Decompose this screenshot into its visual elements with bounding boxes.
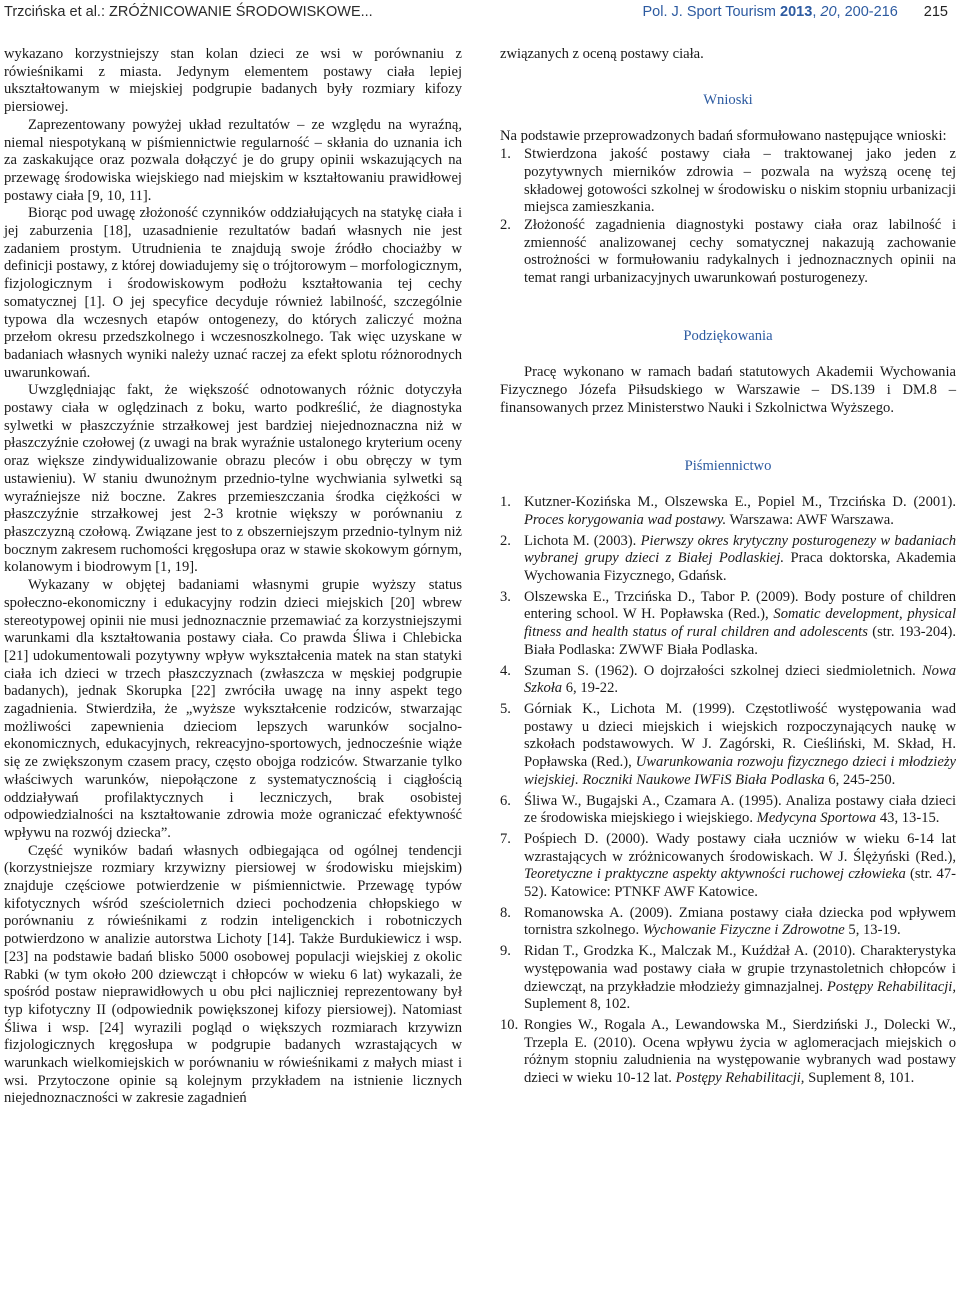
paragraph-continuation: związanych z oceną postawy ciała. bbox=[500, 46, 704, 62]
reference-item: 2. Lichota M. (2003). Pierwszy okres krytyczny posturogenezy w badaniach wybranej grupy dzieci z Białej Podlaskiej. Praca doktorska, Akademia Wychowania Fizycznego, Gdańsk. bbox=[500, 532, 956, 585]
reference-list bbox=[500, 494, 956, 1088]
paragraph: Wykazany w objętej badaniami własnymi grupie wyższy status społeczno-ekonomiczny i edukacyjny rodzin dzieci miejskich [20] wbrew stereotypowej opinii nie musi jednoznacznie przemawiać za korzystniejszymi warunkami dla kształtowania postawy ciała. Co prawda Śliwa i Chlebicka [21] udokumentowali pozytywny wpływ wykształcenia matek na stan statyki ciała ich dzieci w trzech płaszczyznach (zwłaszcza w męskiej podgrupie badanych), jednak Skorupka [22] zwróciła uwagę na inny aspekt tego zagadnienia. Stwierdziła, że „wyższe wykształcenie rodziców, stwarzając możliwości zapewnienia dzieciom lepszych warunków socjalno-ekonomicznych, edukacyjnych, rekreacyjno-sportowych, jednocześnie wiąże się ze zwiększonym czasem pracy, często obojga rodziców. Stwarzanie tylko właściwych warunków, niepołączone z systematycznością i ciągłością oddziaływań profilaktycznych i leczniczych, brak osobistej odpowiedzialności na kształtowanie zdrowia może ograniczać efektywność wpływu na rozwój dziecka”. bbox=[4, 577, 462, 841]
running-title: Trzcińska et al.: ZRÓŻNICOWANIE ŚRODOWISKOWE... bbox=[4, 4, 373, 20]
page-number: 215 bbox=[923, 4, 948, 20]
reference-item: 4. Szuman S. (1962). O dojrzałości szkolnej dzieci siedmioletnich. Nowa Szkoła 6, 19-22. bbox=[500, 662, 956, 697]
list-item: 2. Złożoność zagadnienia diagnostyki postawy ciała oraz labilność i zmienność analizowanej cechy somatycznej nakazują zachowanie ostrożności w formułowaniu radykalnych i jednoznacznych opinii na temat rangi urbanizacyjnych uwarunkowań posturogenezy. bbox=[500, 216, 956, 287]
paragraph: Biorąc pod uwagę złożoność czynników oddziałujących na statykę ciała i jej zaburzenia [18], uzasadnienie rezultatów badań własnych nie jest zadaniem prostym. Utrudnienia te znajdują swoje źródło chociażby w definicji postawy, z której dowiadujemy się o trójtorowym – morfologicznym, fizjologicznym i środowiskowym podłożu kształtowania tej cechy somatycznej [1]. O jej specyfice decyduje również labilność, szczególnie typowa dla wczesnych etapów ontogenezy, do których zaliczyć można przełom okresu przedszkolnego i wczesnoszkolnego. Tak więc uzyskane w badaniach własnych wyniki należy uznać raczej za efekt splotu różnorodnych uwarunkowań. bbox=[4, 205, 462, 381]
list-item: 1. Stwierdzona jakość postawy ciała – traktowanej jako jeden z pozytywnych mierników zdrowia – pozwala na wyższą ocenę tej składowej gotowości szkolnej w środowisku o niskim stopniu urbanizacji miejsca zamieszkania. bbox=[500, 146, 956, 216]
conclusions-list bbox=[500, 146, 956, 288]
reference-item: 9. Ridan T., Grodzka K., Malczak M., Kuźdżał A. (2010). Charakterystyka występowania wad postawy ciała w grupie trzynastoletnich chłopców i dziewcząt, na przykładzie młodzieży gimnazjalnej. Postępy Rehabilitacji, Suplement 8, 102. bbox=[500, 943, 956, 1013]
conclusions-intro: Na podstawie przeprowadzonych badań sformułowano następujące wnioski: bbox=[500, 128, 947, 145]
page-header bbox=[0, 4, 960, 26]
reference-item: 7. Pośpiech D. (2000). Wady postawy ciała uczniów w wieku 6-14 lat wzrastających w zróżnicowanych środowiskach. W J. Ślężyński (Red.), Teoretyczne i praktyczne aspekty aktywności ruchowej człowieka (str. 47-52). Katowice: PTNKF AWF Katowice. bbox=[500, 830, 956, 901]
journal-name: Pol. J. Sport Tourism bbox=[642, 4, 777, 20]
journal-volume: 20 bbox=[820, 4, 837, 20]
journal-citation: Pol. J. Sport Tourism 2013, 20, 200-216 215 bbox=[642, 4, 948, 20]
paragraph: wykazano korzystniejszy stan kolan dzieci ze wsi w porównaniu z rówieśnikami z miasta. Jedynym elementem postawy ciała lepiej ukształtowanym w miejskiej podgrupie badanych były rozmiary kifozy piersiowej. bbox=[4, 46, 462, 116]
reference-item: 10. Rongies W., Rogala A., Lewandowska M., Sierdziński J., Dolecki W., Trzepla E. (2010). Ocena wpływu życia w aglomeracjach miejskich o różnym stopniu zaludnienia na występowanie wybranych wad postawy dzieci w wieku 10-12 lat. Postępy Rehabilitacji, Suplement 8, 101. bbox=[500, 1016, 956, 1087]
acknowledgements-text: Pracę wykonano w ramach badań statutowych Akademii Wychowania Fizycznego Józefa Piłsudskiego w Warszawie – DS.139 i DM.8 – finansowanych przez Ministerstwo Nauki i Szkolnictwa Wyższego. bbox=[500, 364, 956, 416]
paragraph: Część wyników badań własnych odbiegająca od ogólnej tendencji (korzystniejsze rozmiary krzywizny piersiowej w środowisku miejskim) znajduje częściowe potwierdzenie w piśmiennictwie. Przewagę typów kifotycznych wśród sześciolетnich dzieci pochodzenia chłopskiego w porównaniu z rówieśnikami z rodzin inteligenckich i robotniczych potwierdzono w analizie autorstwa Lichoty [14]. Także Burdukiewicz i wsp. [23] na podstawie badań blisko 5000 osobowej populacji wiejskiej z okolic Rabki (w tym około 200 dziewcząt i chłopców w wieku 6 lat) wykazali, że spośród postaw nieprawidłowych u obu płci najliczniej reprezentowany był typ kifotyczny II (odpowiednik powiększonej kifozy piersiowej). Natomiast Śliwa i wsp. [24] wyrazili pogląd o większych rozmiarach krzywizn fizjologicznych kręgosłupa w podgrupie badanych wzrastających w warunkach wielkomiejskich w porównaniu w rówieśnikami z małych miast i wsi. Przytoczone opinie są kolejnym przykładem na istnienie licznych niejednoznaczności w zakresie zagadnień bbox=[4, 842, 462, 1107]
reference-item: 3. Olszewska E., Trzcińska D., Tabor P. (2009). Body posture of children entering school. W H. Popławska (Red.), Somatic development, physical fitness and health status of rural children and adolescents (str. 193-204). Biała Podlaska: ZWWF Biała Podlaska. bbox=[500, 588, 956, 658]
paragraph: Zaprezentowany powyżej układ rezultatów – ze względu na wyraźną, niemal niespotykaną w piśmiennictwie regularność – skłania do uznania ich za zaskakujące oraz pozwala dołączyć je do grupy opinii wskazujących na przewagę środowiska wiejskiego nad miejskim w kształtowaniu prawidłowej postawy ciała [9, 10, 11]. bbox=[4, 116, 462, 204]
section-heading-references: Piśmiennictwo bbox=[684, 457, 772, 474]
section-heading-podziekowania: Podziękowania bbox=[683, 327, 773, 344]
right-column bbox=[500, 46, 956, 1091]
left-column bbox=[4, 46, 462, 1108]
section-heading-wnioski: Wnioski bbox=[703, 91, 753, 108]
reference-item: 1. Kutzner-Kozińska M., Olszewska E., Popiel M., Trzcińska D. (2001). Proces korygowania wad postawy. Warszawa: AWF Warszawa. bbox=[500, 494, 956, 528]
journal-pages: 200-216 bbox=[844, 4, 898, 20]
reference-item: 5. Górniak K., Lichota M. (1999). Częstotliwość występowania wad postawy u dzieci miejskich i wiejskich rozpoczynających naukę w szkołach podstawowych. W J. Zagórski, R. Cieśliński, M. Skład, H. Popławska (Red.), Uwarunkowania rozwoju fizycznego dzieci i młodzieży wiejskiej. Roczniki Naukowe IWFiS Biała Podlaska 6, 245-250. bbox=[500, 700, 956, 788]
journal-year: 2013 bbox=[780, 4, 813, 20]
reference-item: 6. Śliwa W., Bugajski A., Czamara A. (1995). Analiza postawy ciała dzieci ze środowiska miejskiego i wiejskiego. Medycyna Sportowa 43, 13-15. bbox=[500, 792, 956, 827]
paragraph: Uwzględniając fakt, że większość odnotowanych różnic dotyczyła postawy ciała w oględzinach z boku, warto podkreślić, że diagnostyka sylwetki w płaszczyźnie strzałkowej jest bardziej niejednoznaczna niż w płaszczyźnie czołowej (z uwagi na brak wyraźnie ustalonego kryterium oceny oraz większe zindywidualizowanie obrazu pleców i obu obręczy w tym ustawieniu). W staniu dwunożnym przednio-tylne wychwiania sylwetki są wyraźniejsze niż boczne. Zakres przemieszczania środka ciężkości w płaszczyźnie strzałkowej jest 2-3 krotnie większy w porównaniu z płaszczyzną czołową. Związane jest to z obszerniejszym przednio-tylnym niż bocznym zakresem ruchomości kręgosłupa oraz w stawie skokowym górnym, kolanowym i biodrowym [1, 19]. bbox=[4, 382, 462, 576]
reference-item: 8. Romanowska A. (2009). Zmiana postawy ciała dziecka pod wpływem tornistra szkolnego. Wychowanie Fizyczne i Zdrowotne 5, 13-19. bbox=[500, 904, 956, 939]
